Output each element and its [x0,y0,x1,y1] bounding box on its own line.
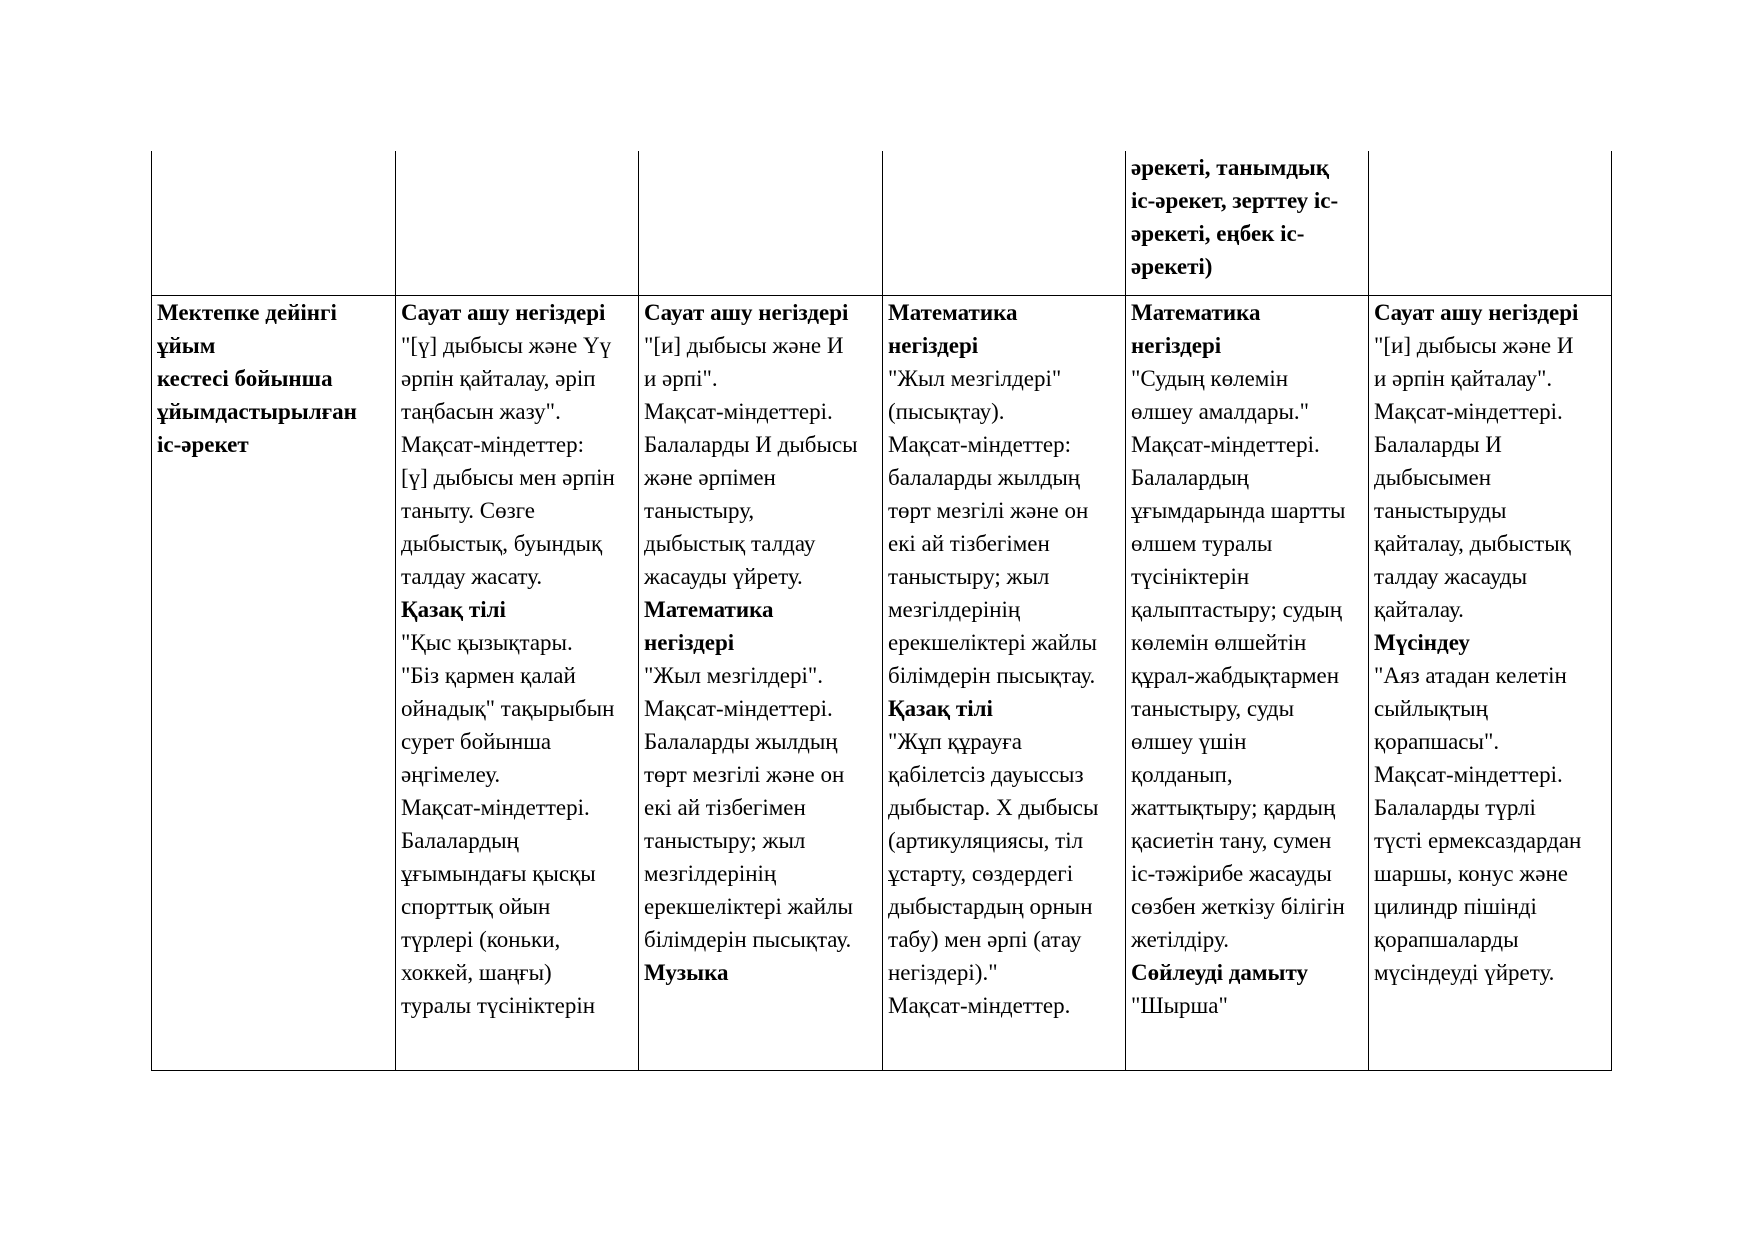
table-cell [152,151,396,295]
subject-description: "Жыл мезгілдері". Мақсат-міндеттері. Балаларды жылдың төрт мезгілі және он екі ай тізбегімен таныстыру; жыл мезгілдерінің ерекшеліктері жайлы білімдерін пысықтау. [644,662,853,952]
table-row [152,295,1612,1070]
subject-heading: Математика негіздері [888,299,1018,358]
table-cell [1126,295,1369,1070]
subject-heading: Математика негіздері [1131,299,1261,358]
table-cell [396,151,639,295]
table-row [152,151,1612,295]
subject-description: "[ү] дыбысы және Үү әрпін қайталау, әріп таңбасын жазу". Мақсат-міндеттер: [ү] дыбысы мен әрпін таныту. Сөзге дыбыстық, буындық талдау жасату. [401,332,615,589]
cell-text-continued: әрекеті, танымдық іс-әрекет, зерттеу іс- әрекеті, еңбек іс- әрекеті) [1131,155,1339,279]
subject-description: "Шырша" [1131,992,1228,1018]
subject-description: "Судың көлемін өлшеу амалдары." Мақсат-міндеттері. Балалардың ұғымдарында шартты өлшем туралы түсініктерін қалыптастыру; судың көлемін өлшейтін құрал-жабдықтармен таныстыру, суды өлшеу үшін қолданып, жаттықтыру; қардың қасиетін тану, сумен іс-тәжірибе жасауды сөзбен жеткізу білігін жетілдіру. [1131,365,1346,952]
subject-heading: Сауат ашу негіздері [1374,299,1579,325]
subject-heading: Сөйлеуді дамыту [1131,959,1308,985]
subject-description: "[и] дыбысы және И и әрпі". Мақсат-міндеттері. Балаларды И дыбысы және әрпімен таныстыру, дыбыстық талдау жасауды үйрету. [644,332,858,589]
subject-heading: Математика негіздері [644,596,774,655]
table-cell [1369,295,1612,1070]
table-cell [883,295,1126,1070]
subject-heading: Сауат ашу негіздері [401,299,606,325]
subject-heading: Музыка [644,959,729,985]
table-cell [883,151,1126,295]
table-cell [1369,151,1612,295]
table-cell [1126,151,1369,295]
subject-description: "Аяз атадан келетін сыйлықтың қорапшасы". Мақсат-міндеттері. Балаларды түрлі түсті ермексаздардан шаршы, конус және цилиндр пішінді қорапшаларды мүсіндеуді үйрету. [1374,662,1582,985]
row-header-cell [152,295,396,1070]
subject-description: "Қыс қызықтары. "Біз қармен қалай ойнадық" тақырыбын сурет бойынша әңгімелеу. Мақсат-міндеттері. Балалардың ұғымындағы қысқы спорттық ойын түрлері (коньки, хоккей, шаңғы) туралы түсініктерін [401,629,615,1018]
subject-heading: Қазақ тілі [401,596,506,622]
table-cell [639,295,883,1070]
subject-description: "Жыл мезгілдері" (пысықтау). Мақсат-міндеттер: балаларды жылдың төрт мезгілі және он екі ай тізбегімен таныстыру; жыл мезгілдерінің ерекшеліктері жайлы білімдерін пысықтау. [888,365,1097,688]
subject-description: "Жұп құрауға қабілетсіз дауыссыз дыбыстар. Х дыбысы (артикуляциясы, тіл ұстарту, сөздердегі дыбыстардың орнын табу) мен әрпі (атау негіздері)." Мақсат-міндеттер. [888,728,1099,1018]
table-cell [639,151,883,295]
row-header-text: Мектепке дейінгі ұйым кестесі бойынша ұйымдастырылған іс-әрекет [157,299,357,457]
subject-description: "[и] дыбысы және И и әрпін қайталау". Мақсат-міндеттері. Балаларды И дыбысымен таныстыруды қайталау, дыбыстық талдау жасауды қайталау. [1374,332,1574,622]
subject-heading: Мүсіндеу [1374,629,1470,655]
subject-heading: Қазақ тілі [888,695,993,721]
schedule-table [151,151,1612,1071]
table-cell [396,295,639,1070]
subject-heading: Сауат ашу негіздері [644,299,849,325]
